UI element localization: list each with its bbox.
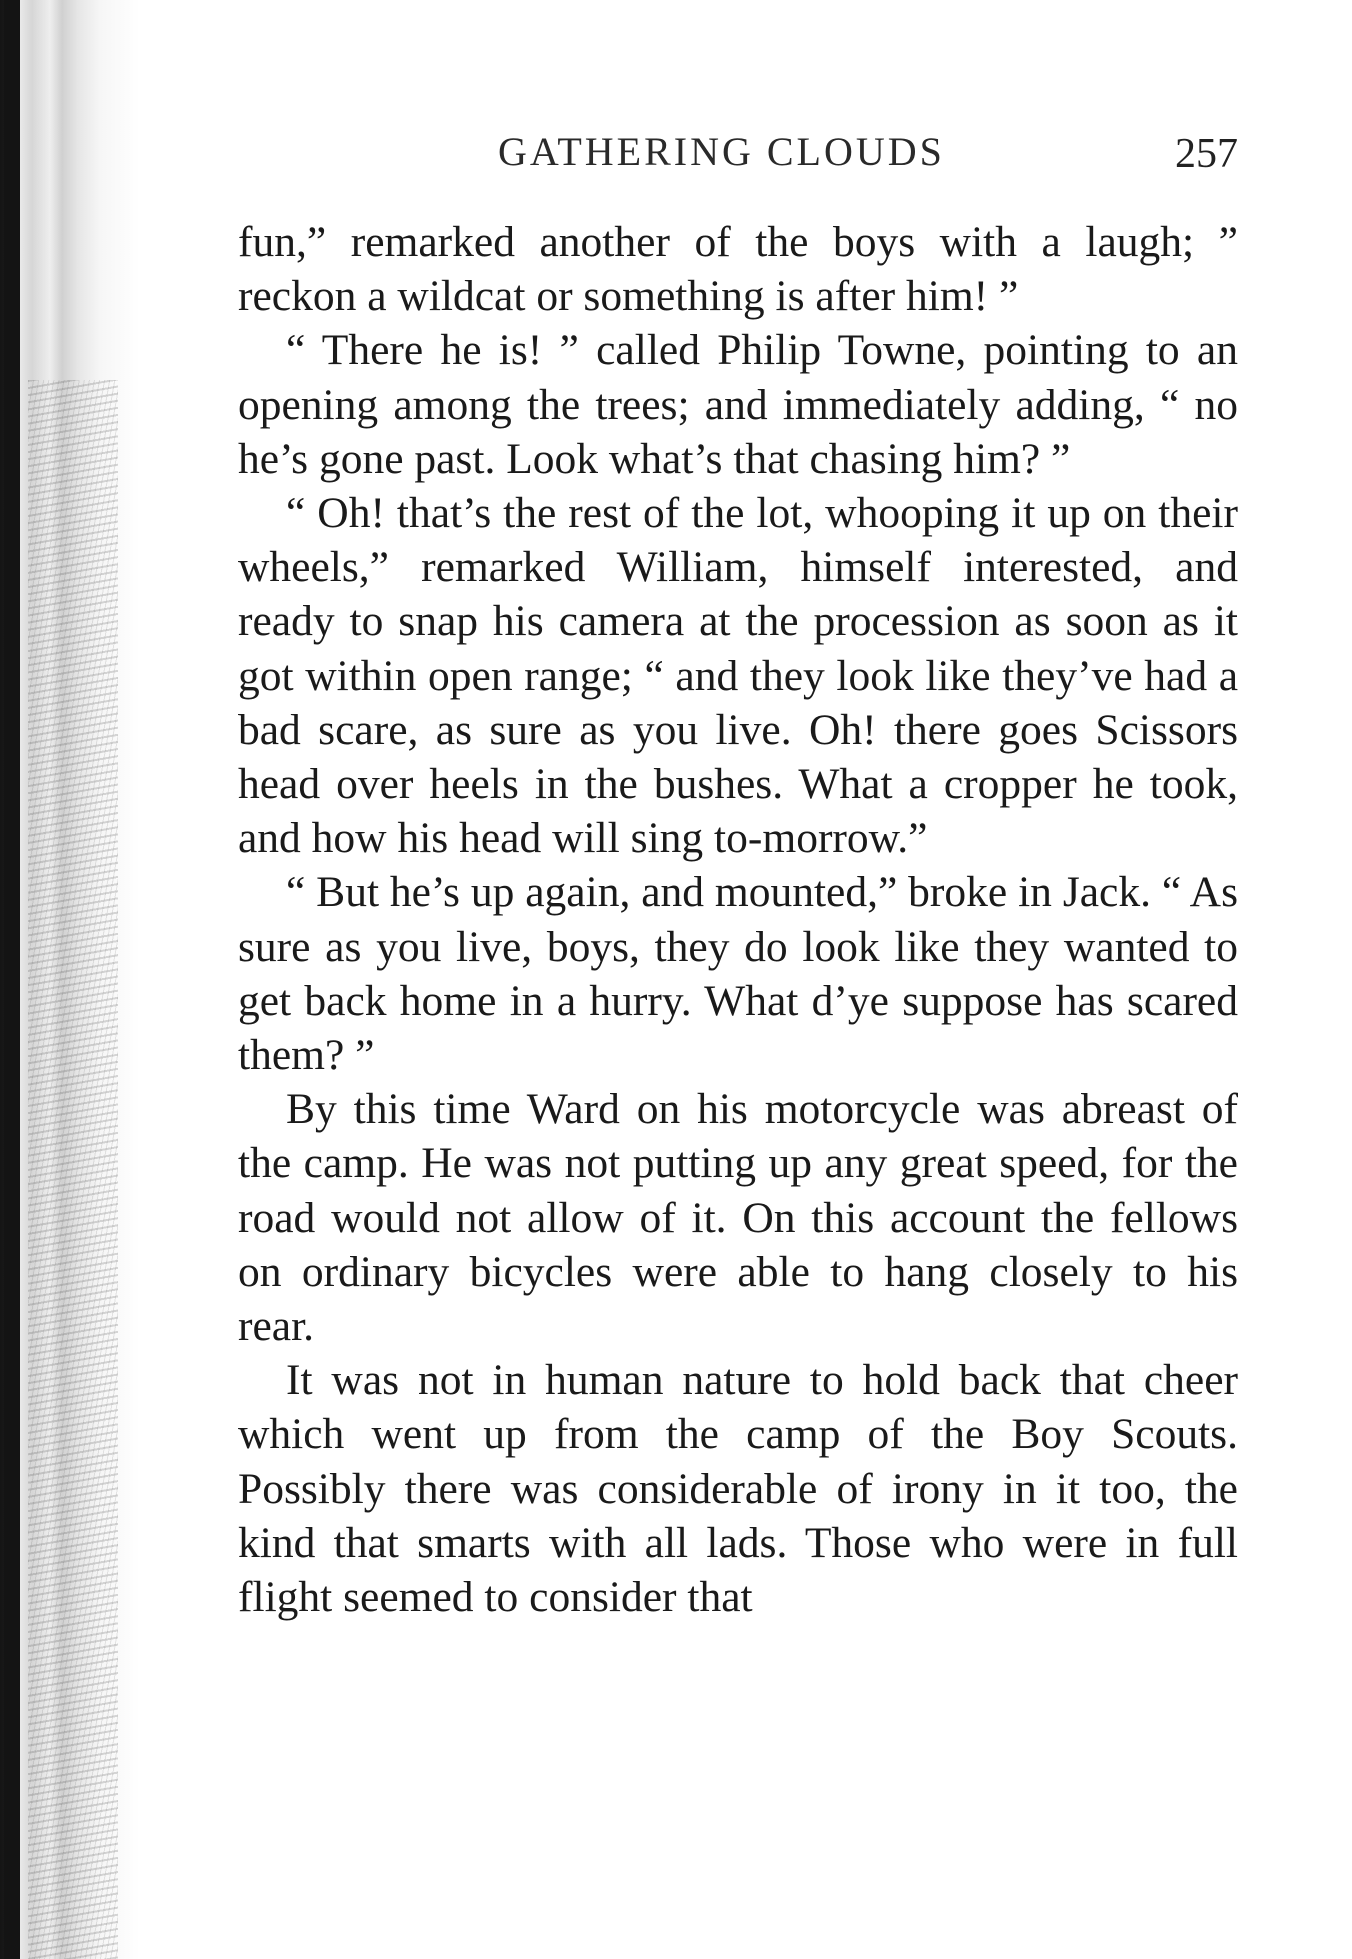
paragraph: By this time Ward on his motorcycle was abreast of the camp. He was not putting up any great speed, for the road would not allow of it. On this account the fellows on ordinary bicycles were able to hang closely to his rear.: [238, 1085, 1238, 1351]
body-text: [238, 215, 1238, 1624]
paragraph: “ There he is! ” called Philip Towne, pointing to an opening among the trees; and immediately adding, “ no he’s gone past. Look what’s that chasing him? ”: [238, 326, 1238, 483]
book-spine-edge: [4, 0, 20, 1959]
running-head: GATHERING CLOUDS: [498, 129, 945, 174]
page-number: 257: [1175, 131, 1238, 177]
paragraph: It was not in human nature to hold back that cheer which went up from the camp of the Boy Scouts. Possibly there was considerable of irony in it too, the kind that smarts with all lads. Those who were in full flight seemed to consider that: [238, 1356, 1238, 1622]
paragraph: “ Oh! that’s the rest of the lot, whooping it up on their wheels,” remarked William, himself interested, and ready to snap his camera at the procession as soon as it got within open range; “ and they look like they’ve had a bad scare, as sure as you live. Oh! there goes Scissors head over heels in the bushes. What a cropper he took, and how his head will sing to-morrow.”: [238, 489, 1238, 863]
page-header: [238, 128, 1238, 188]
paragraph: fun,” remarked another of the boys with a laugh; ” reckon a wildcat or something is after him! ”: [238, 218, 1238, 321]
paragraph: “ But he’s up again, and mounted,” broke in Jack. “ As sure as you live, boys, they do look like they wanted to get back home in a hurry. What d’ye suppose has scared them? ”: [238, 868, 1238, 1080]
gutter-scan-noise: [28, 380, 118, 1959]
